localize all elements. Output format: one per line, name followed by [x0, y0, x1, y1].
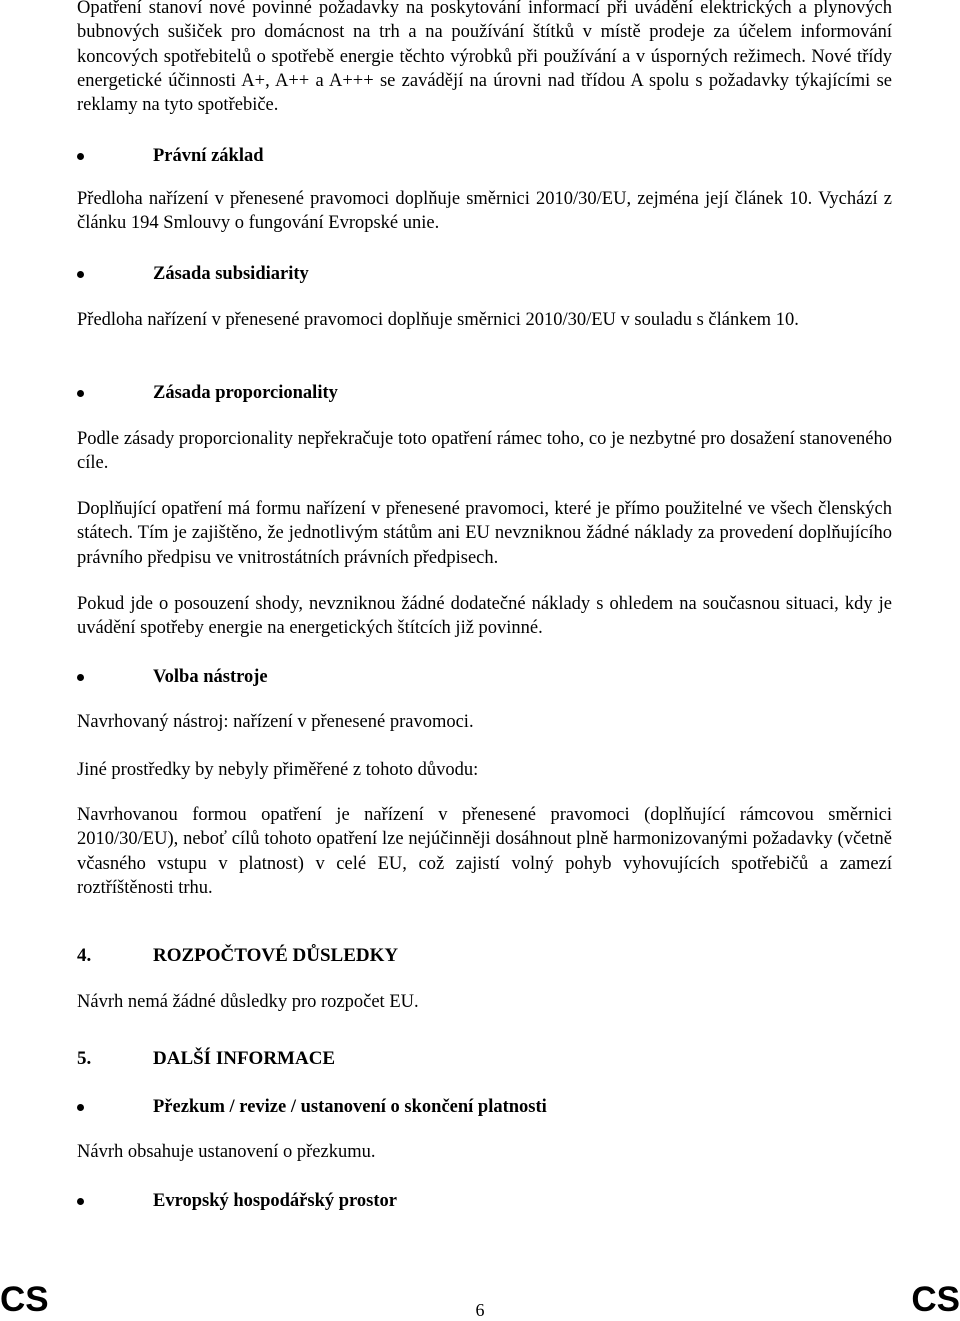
bullet-icon: [77, 1198, 84, 1205]
intro-paragraph: Opatření stanoví nové povinné požadavky na poskytování informací při uvádění elektrických a plynových bubnových sušiček pro domácnost na trh a na používání štítků v místě prodeje za účelem informování koncových spotřebitelů o spotřebě energie těchto výrobků při používání a v úsporných režimech. Nové třídy energetické účinnosti A+, A++ a A+++ se zavádějí na úrovni nad třídou A spolu s požadavky týkajícími se reklamy na tyto spotřebiče.: [77, 0, 892, 116]
footer-language-code-left: CS: [0, 1280, 49, 1319]
eea-heading: Evropský hospodářský prostor: [153, 1191, 397, 1211]
section-4-number: 4.: [77, 945, 92, 966]
review-heading: Přezkum / revize / ustanovení o skončení platnosti: [153, 1097, 547, 1117]
section-5-number: 5.: [77, 1048, 92, 1069]
bullet-icon: [77, 390, 84, 397]
eea-heading-row: [77, 1189, 892, 1215]
section-4-title: ROZPOČTOVÉ DŮSLEDKY: [153, 945, 399, 966]
proportionality-paragraph-3: Pokud jde o posouzení shody, nevzniknou žádné dodatečné náklady s ohledem na současnou situaci, kdy je uvádění spotřeby energie na energetických štítcích již povinné.: [77, 594, 892, 639]
instrument-heading-row: [77, 665, 892, 691]
proportionality-paragraph-2: Doplňující opatření má formu nařízení v přenesené pravomoci, které je přímo použitelné ve všech členských státech. Tím je zajištěno, že jednotlivým státům ani EU nevzniknou žádné náklady za provedení doplňujícího právního předpisu ve vnitrostátních právních předpisech.: [77, 499, 892, 568]
bullet-icon: [77, 674, 84, 681]
proportionality-paragraph-1: Podle zásady proporcionality nepřekračuje toto opatření rámec toho, co je nezbytné pro dosažení stanoveného cíle.: [77, 429, 892, 474]
footer-language-code-right: CS: [911, 1280, 960, 1319]
legal-basis-text: Předloha nařízení v přenesené pravomoci doplňuje směrnici 2010/30/EU, zejména její článek 10. Vychází z článku 194 Smlouvy o fungování Evropské unie.: [77, 189, 892, 234]
subsidiarity-heading: Zásada subsidiarity: [153, 264, 309, 284]
proportionality-heading-row: [77, 381, 892, 407]
subsidiarity-text: Předloha nařízení v přenesené pravomoci doplňuje směrnici 2010/30/EU v souladu s článkem 10.: [77, 310, 799, 330]
instrument-paragraph-1: Navrhovaný nástroj: nařízení v přenesené pravomoci.: [77, 712, 474, 732]
instrument-paragraph-2: Jiné prostředky by nebyly přiměřené z tohoto důvodu:: [77, 760, 479, 780]
legal-basis-heading: Právní základ: [153, 146, 264, 166]
proportionality-heading: Zásada proporcionality: [153, 383, 338, 403]
review-text: Návrh obsahuje ustanovení o přezkumu.: [77, 1142, 376, 1162]
legal-basis-heading-row: [77, 144, 892, 170]
bullet-icon: [77, 1104, 84, 1111]
bullet-icon: [77, 271, 84, 278]
bullet-icon: [77, 153, 84, 160]
instrument-heading: Volba nástroje: [153, 667, 268, 687]
subsidiarity-heading-row: [77, 262, 892, 288]
instrument-paragraph-3: Navrhovanou formou opatření je nařízení v přenesené pravomoci (doplňující rámcovou směrnici 2010/30/EU), neboť cílů tohoto opatření lze nejúčinněji dosáhnout plně harmonizovanými požadavky (včetně včasného vstupu v platnost) v celé EU, což zajistí volný pohyb vyhovujících spotřebičů a zamezí roztříštěnosti trhu.: [77, 805, 892, 898]
section-4-text: Návrh nemá žádné důsledky pro rozpočet EU.: [77, 992, 419, 1012]
page-number: 6: [475, 1300, 485, 1320]
section-5-title: DALŠÍ INFORMACE: [153, 1048, 336, 1069]
review-heading-row: [77, 1095, 892, 1121]
